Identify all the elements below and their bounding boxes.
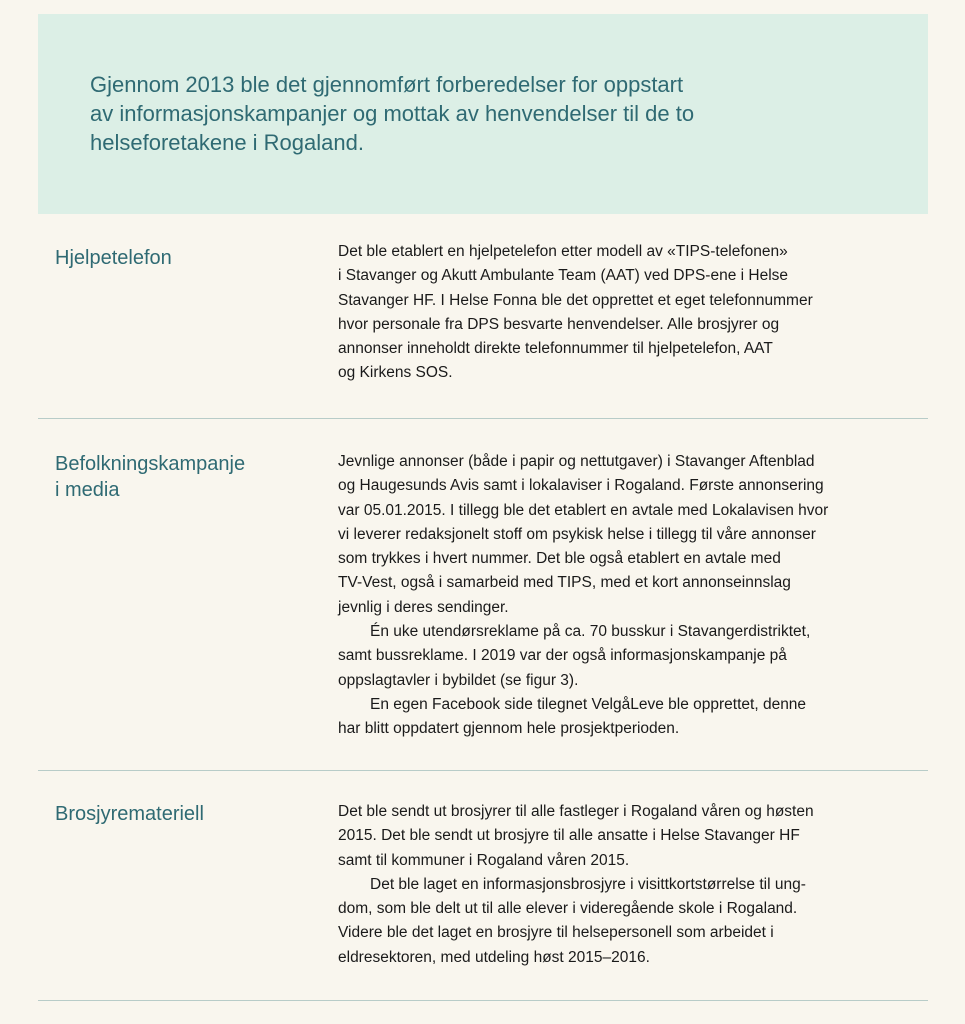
intro-line: helseforetakene i Rogaland. <box>90 130 364 155</box>
body-line: samt til kommuner i Rogaland våren 2015. <box>338 851 630 869</box>
body-line: annonser inneholdt direkte telefonnummer til hjelpetelefon, AAT <box>338 340 773 358</box>
body-line: hvor personale fra DPS besvarte henvendelser. Alle brosjyrer og <box>338 315 780 333</box>
body-line: og Kirkens SOS. <box>338 364 453 382</box>
body-line: Stavanger HF. I Helse Fonna ble det opprettet et eget telefonnummer <box>338 291 813 309</box>
intro-text <box>90 70 870 157</box>
intro-line: av informasjonskampanjer og mottak av henvendelser til de to <box>90 101 695 126</box>
intro-box <box>38 14 928 214</box>
section-befolkningskampanje <box>38 450 928 760</box>
body-line: En egen Facebook side tilegnet VelgåLeve ble opprettet, denne <box>370 695 807 713</box>
body-line: og Haugesunds Avis samt i lokalaviser i Rogaland. Første annonsering <box>338 477 824 495</box>
section-body <box>338 450 918 742</box>
body-line: Det ble sendt ut brosjyrer til alle fastleger i Rogaland våren og høsten <box>338 803 814 820</box>
body-line: vi leverer redaksjonelt stoff om psykisk helse i tillegg til våre annonser <box>338 525 816 543</box>
body-line: har blitt oppdatert gjennom hele prosjektperioden. <box>338 720 680 738</box>
intro-line: Gjennom 2013 ble det gjennomført forberedelser for oppstart <box>90 72 684 97</box>
section-divider <box>38 1000 928 1001</box>
body-line: som trykkes i hvert nummer. Det ble også etablert en avtale med <box>338 550 781 568</box>
section-body <box>338 800 918 970</box>
body-line: oppslagtavler i bybildet (se figur 3). <box>338 671 579 689</box>
heading-line: Brosjyremateriell <box>55 803 204 825</box>
heading-line: Hjelpetelefon <box>55 247 172 269</box>
section-divider <box>38 418 928 419</box>
body-line: TV-Vest, også i samarbeid med TIPS, med et kort annonseinnslag <box>338 574 791 592</box>
section-heading <box>55 451 245 503</box>
section-brosjyremateriell <box>38 800 928 990</box>
section-heading <box>55 245 172 271</box>
body-line: jevnlig i deres sendinger. <box>338 598 509 616</box>
body-line: 2015. Det ble sendt ut brosjyre til alle ansatte i Helse Stavanger HF <box>338 827 800 845</box>
body-line: i Stavanger og Akutt Ambulante Team (AAT) ved DPS-ene i Helse <box>338 267 789 285</box>
heading-line: Befolkningskampanje <box>55 453 246 475</box>
section-divider <box>38 770 928 771</box>
section-body <box>338 240 918 386</box>
body-line: Jevnlige annonser (både i papir og nettutgaver) i Stavanger Aftenblad <box>338 453 815 470</box>
body-line: Det ble etablert en hjelpetelefon etter modell av «TIPS-telefonen» <box>338 243 788 260</box>
section-heading <box>55 801 204 827</box>
body-line: Videre ble det laget en brosjyre til helsepersonell som arbeidet i <box>338 924 774 942</box>
body-line: dom, som ble delt ut til alle elever i videregående skole i Rogaland. <box>338 900 798 918</box>
body-line: samt bussreklame. I 2019 var der også informasjonskampanje på <box>338 647 787 665</box>
heading-line: i media <box>55 479 120 501</box>
body-line: Én uke utendørsreklame på ca. 70 busskur i Stavangerdistriktet, <box>370 623 811 641</box>
body-line: eldresektoren, med utdeling høst 2015–2016. <box>338 948 650 966</box>
body-line: Det ble laget en informasjonsbrosjyre i visittkortstørrelse til ung- <box>370 875 806 893</box>
section-hjelpetelefon <box>38 240 928 410</box>
body-line: var 05.01.2015. I tillegg ble det etablert en avtale med Lokalavisen hvor <box>338 501 829 519</box>
